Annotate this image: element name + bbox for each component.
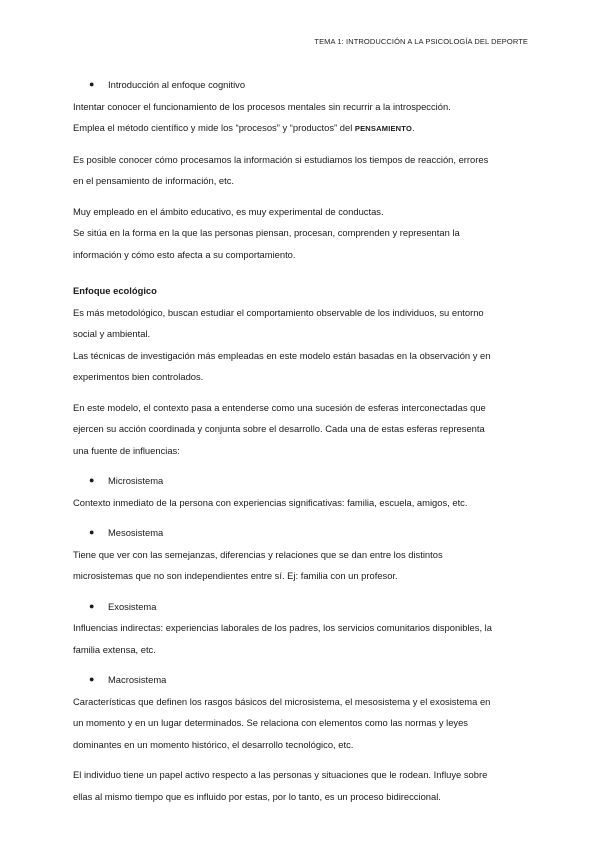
paragraph: Muy empleado en el ámbito educativo, es muy experimental de conductas.	[73, 205, 384, 217]
spacer	[73, 140, 528, 149]
section-heading: Enfoque ecológico	[73, 285, 157, 296]
bullet-exosistema	[73, 596, 528, 618]
page-content	[73, 74, 528, 807]
paragraph-line: El individuo tiene un papel activo respecto a las personas y situaciones que le rodean. Influye sobre	[73, 769, 488, 780]
paragraph-line: Tiene que ver con las semejanzas, diferencias y relaciones que se dan entre los distintos	[73, 548, 443, 560]
bullet-microsistema	[73, 470, 528, 492]
bullet-label: Mesosistema	[108, 527, 164, 538]
paragraph-line: Se sitúa en la forma en la que las personas piensan, procesan, comprenden y representan la	[73, 227, 460, 238]
bullet-label: Macrosistema	[108, 674, 167, 685]
paragraph-line: ejercen su acción coordinada y conjunta sobre el desarrollo. Cada una de estas esferas representa	[73, 423, 485, 434]
paragraph-line: microsistemas que no son independientes entre sí. Ej: familia con un profesor.	[73, 570, 398, 581]
paragraph-line: Las técnicas de investigación más empleadas en este modelo están basadas en la observación y en	[73, 349, 491, 361]
paragraph-line: Características que definen los rasgos básicos del microsistema, el mesosistema y el exosistema en	[73, 695, 491, 707]
paragraph-line: En este modelo, el contexto pasa a entenderse como una sucesión de esferas interconectadas que	[73, 401, 486, 413]
spacer	[73, 388, 528, 397]
bullet-icon: ●	[89, 475, 95, 485]
spacer	[73, 192, 528, 201]
paragraph: Intentar conocer el funcionamiento de los procesos mentales sin recurrir a la introspección.	[73, 100, 451, 112]
bullet-mesosistema	[73, 522, 528, 544]
paragraph	[73, 117, 528, 140]
paragraph: Contexto inmediato de la persona con experiencias significativas: familia, escuela, amigos, etc.	[73, 496, 468, 508]
spacer	[73, 265, 528, 280]
bullet-label: Introducción al enfoque cognitivo	[108, 79, 246, 90]
spacer	[73, 587, 528, 596]
spacer	[73, 513, 528, 522]
paragraph-line: social y ambiental.	[73, 328, 151, 339]
text-span: .	[411, 122, 415, 133]
bullet-macrosistema	[73, 669, 528, 691]
paragraph-line: en el pensamiento de información, etc.	[73, 175, 235, 186]
bullet-icon: ●	[89, 527, 95, 537]
bullet-label: Microsistema	[108, 475, 164, 486]
paragraph-line: ellas al mismo tiempo que es influido por estas, por lo tanto, es un proceso bidireccional.	[73, 790, 441, 802]
paragraph-line: Es más metodológico, buscan estudiar el comportamiento observable de los individuos, su entorno	[73, 306, 484, 318]
emphasis-text: PENSAMIENTO	[354, 124, 412, 133]
bullet-enfoque-cognitivo	[73, 74, 528, 96]
bullet-icon: ●	[89, 79, 95, 89]
paragraph-line: un momento y en un lugar determinados. Se relaciona con elementos como las normas y leyes	[73, 717, 468, 728]
paragraph-line: dominantes en un momento histórico, el desarrollo tecnológico, etc.	[73, 738, 354, 750]
paragraph-line: experimentos bien controlados.	[73, 371, 204, 382]
text-span: Emplea el método científico y mide los “procesos” y “productos” del	[73, 122, 355, 133]
paragraph-line: Es posible conocer cómo procesamos la información si estudiamos los tiempos de reacción, errores	[73, 153, 489, 165]
paragraph-line: Influencias indirectas: experiencias laborales de los padres, los servicios comunitarios disponibles, la	[73, 622, 492, 633]
bullet-label: Exosistema	[108, 600, 157, 612]
paragraph-line: familia extensa, etc.	[73, 643, 156, 655]
paragraph-line: una fuente de influencias:	[73, 444, 180, 456]
spacer	[73, 461, 528, 470]
spacer	[73, 660, 528, 669]
paragraph-line: información y cómo esto afecta a su comportamiento.	[73, 248, 296, 260]
bullet-icon: ●	[89, 674, 95, 684]
spacer	[73, 755, 528, 764]
page-header: TEMA 1: INTRODUCCIÓN A LA PSICOLOGÍA DEL DEPORTE	[314, 37, 528, 46]
bullet-icon: ●	[89, 600, 95, 611]
